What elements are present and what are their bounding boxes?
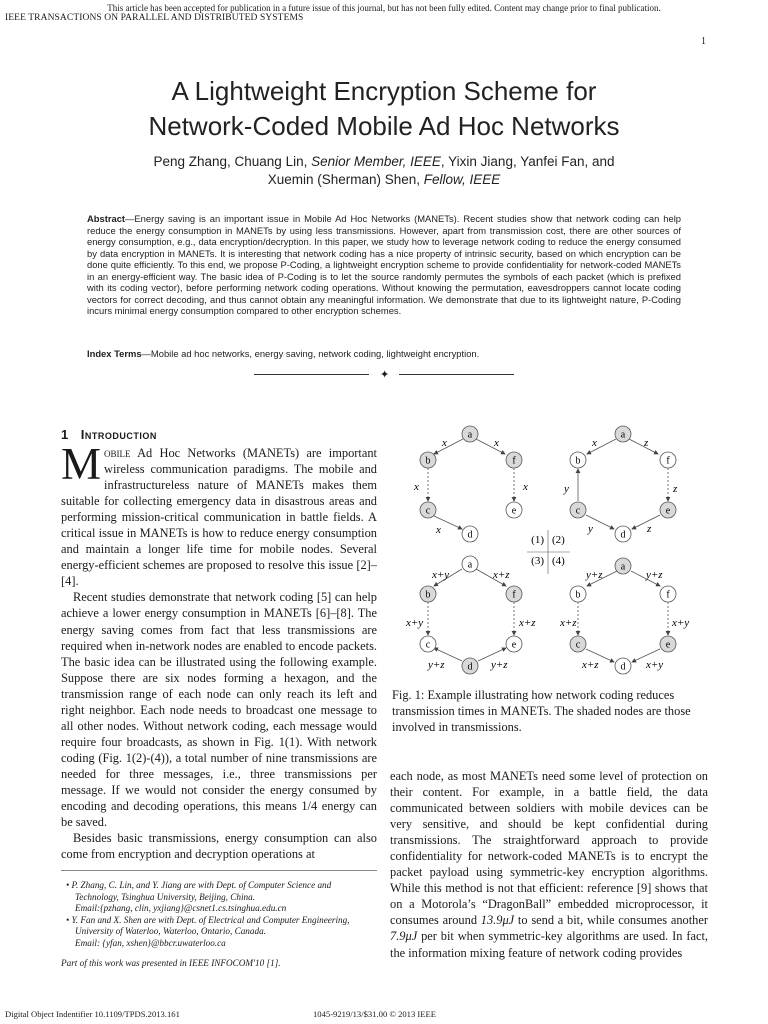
section-title: Introduction bbox=[80, 427, 157, 442]
edge-label: y bbox=[588, 523, 593, 535]
abstract bbox=[87, 213, 681, 317]
journal-name: IEEE TRANSACTIONS ON PARALLEL AND DISTRIBUTED SYSTEMS bbox=[5, 13, 304, 23]
panel-label: (4) bbox=[552, 555, 565, 567]
title-line-2: Network-Coded Mobile Ad Hoc Networks bbox=[148, 111, 620, 141]
panel-3 bbox=[405, 556, 536, 674]
edge-label: x+y bbox=[432, 569, 450, 581]
edge-label: z bbox=[647, 523, 652, 535]
edge-label: x+z bbox=[493, 569, 510, 581]
panel-labels bbox=[527, 530, 570, 574]
footnote-email-2: Email: {yfan, xshen}@bbcr.uwaterloo.ca bbox=[75, 937, 226, 948]
node-label: c bbox=[575, 505, 581, 517]
edge-label: x+z bbox=[519, 617, 536, 629]
node-label: e bbox=[511, 505, 517, 517]
index-terms bbox=[87, 348, 681, 359]
divider-line bbox=[399, 374, 514, 375]
node-label: d bbox=[467, 529, 473, 541]
node-label: f bbox=[666, 455, 670, 467]
node-label: b bbox=[425, 589, 431, 601]
panel-label: (2) bbox=[552, 534, 565, 546]
edge-label: z bbox=[644, 437, 649, 449]
edge-label: x+z bbox=[582, 659, 599, 671]
node-label: d bbox=[620, 661, 626, 673]
right-paragraph bbox=[390, 768, 708, 961]
footnote-email-1: Email:{pzhang, clin, yxjiang}@csnet1.cs.tsinghua.edu.cn bbox=[75, 903, 287, 914]
edge-label: z bbox=[673, 483, 678, 495]
intro-paragraph-2: Recent studies demonstrate that network coding [5] can help achieve a lower energy consumption in MANETs [6]–[8]. The energy saving comes from fact that less transmissions are required when in-network nodes are enabled to encode packets. The basic idea can be illustrated using the following example. Suppose there are six nodes forming a hexagon, and the transmission range of each node can only reach its left and right neighbor. Each node needs to broadcast one message to all other nodes. Without network coding, each message would require four broadcasts, as shown in Fig. 1(1). With network coding (Fig. 1(2)-(4)), a total number of nine transmissions are needed for three messages, i.e., three transmissions per message. If we would not consider the energy consumed by encoding and decoding operations, this means 1/4 energy can be saved. bbox=[61, 590, 377, 830]
node-label: b bbox=[425, 455, 431, 467]
diamond-icon: ✦ bbox=[380, 369, 390, 381]
figure-1-diagram bbox=[392, 422, 710, 682]
math-value: 7.9μJ bbox=[390, 929, 418, 944]
title-line-1: A Lightweight Encryption Scheme for bbox=[171, 76, 597, 106]
footnotes bbox=[61, 880, 377, 969]
author-line-2 bbox=[80, 171, 688, 189]
edge-label: x bbox=[592, 437, 597, 449]
panel-label: (1) bbox=[531, 534, 544, 546]
node-label: a bbox=[467, 559, 473, 571]
author-names: Xuemin (Sherman) Shen, bbox=[267, 172, 424, 187]
edge-label: x bbox=[436, 524, 441, 536]
section-number: 1 bbox=[61, 427, 69, 442]
paragraph-text: Ad Hoc Networks (MANETs) are important wireless communication paradigms. The mobile and infrastructureless nature of MANETs makes them suitable for collecting emergency data in disastrous areas and performing mission-critical communication in battle fields. A critical issue in MANETs is how to reduce energy consumption and maintain a longer life time for mobile nodes. Several energy-efficient schemes are proposed to resolve this issue [2]–[4]. bbox=[61, 446, 377, 589]
edge-label: x+y bbox=[672, 617, 690, 629]
intro-left-column bbox=[61, 439, 377, 862]
panel-4 bbox=[559, 558, 689, 674]
author-names: , Yixin Jiang, Yanfei Fan, and bbox=[440, 154, 615, 169]
panel-1 bbox=[413, 426, 528, 542]
edge-label: x+z bbox=[560, 617, 577, 629]
node-label: e bbox=[665, 505, 671, 517]
prepublication-banner: This article has been accepted for publication in a future issue of this journal, but has not been fully edited. Content may change prior to final publication. bbox=[107, 3, 661, 13]
panel-label: (3) bbox=[531, 555, 544, 567]
author-list bbox=[80, 153, 688, 189]
page-number: 1 bbox=[701, 36, 706, 47]
edge-label: y bbox=[564, 483, 569, 495]
index-terms-text: —Mobile ad hoc networks, energy saving, network coding, lightweight encryption. bbox=[141, 348, 480, 359]
abstract-label: Abstract bbox=[87, 213, 126, 224]
panel-2 bbox=[563, 426, 678, 542]
edge-label: x bbox=[414, 481, 419, 493]
node-label: c bbox=[425, 639, 431, 651]
edge-label: x+y bbox=[646, 659, 664, 671]
node-label: c bbox=[575, 639, 581, 651]
first-word: obile bbox=[104, 446, 131, 460]
edge-label: y+z bbox=[428, 659, 445, 671]
node-label: f bbox=[512, 589, 516, 601]
footnote-affiliation-2: • Y. Fan and X. Shen are with Dept. of Electrical and Computer Engineering, University of Waterloo, Waterloo, Ontario, Canada. bbox=[66, 914, 350, 937]
footnote-affiliation-1: • P. Zhang, C. Lin, and Y. Jiang are with Dept. of Computer Science and Technology, Tsinghua University, Beijing, China. bbox=[66, 880, 332, 902]
paper-title bbox=[60, 74, 708, 144]
section-divider bbox=[254, 369, 514, 381]
intro-right-column bbox=[390, 768, 708, 961]
paragraph-text: per bit when symmetric-key algorithms are used. In fact, the information mixing feature of network coding provides bbox=[390, 929, 708, 960]
node-label: e bbox=[665, 639, 671, 651]
node-label: c bbox=[425, 505, 431, 517]
edge-label: y+z bbox=[646, 569, 663, 581]
edge-label: y+z bbox=[491, 659, 508, 671]
index-terms-label: Index Terms bbox=[87, 348, 142, 359]
node-label: b bbox=[575, 589, 581, 601]
node-label: d bbox=[620, 529, 626, 541]
paragraph-text: each node, as most MANETs need some level of protection on their content. For example, in a battle field, the data communicated between soldiers with mobile devices can be very sensitive, and should be kept confidential during transmissions. The straightforward approach to provide confidentiality for network-coded MANETs is to encrypt the packet payload using symmetric-key encryption algorithms. While this method is not that efficient: reference [9] shows that on a Motorola’s “DragonBall” embedded microprocessor, it consumes around bbox=[390, 769, 708, 928]
math-value: 13.9μJ bbox=[480, 913, 515, 928]
author-line-1 bbox=[80, 153, 688, 171]
drop-cap: M bbox=[61, 439, 102, 489]
edge-label: x bbox=[523, 481, 528, 493]
author-names: Peng Zhang, Chuang Lin, bbox=[153, 154, 312, 169]
intro-paragraph-3: Besides basic transmissions, energy consumption can also come from encryption and decryption operations at bbox=[61, 831, 377, 862]
footnote-rule bbox=[61, 870, 377, 871]
divider-line bbox=[254, 374, 369, 375]
node-label: e bbox=[511, 639, 517, 651]
abstract-text: —Energy saving is an important issue in Mobile Ad Hoc Networks (MANETs). Recent studies show that network coding can help reduce the energy consumption in MANETs by using less transmissions. However, apart from transmission cost, there are other sources of energy consumption, e.g., data encryption/decryption. In this paper, we study how to leverage network coding to reduce the energy consumed by data encryption in MANETs. It is interesting that network coding has a nice property of intrinsic security, based on which encryption can be done quite efficiently. To this end, we propose P-Coding, a lightweight encryption scheme to provide confidentiality for network-coded MANETs in an energy-efficient way. The basic idea of P-Coding is to let the source randomly permutes the symbols of each packet (which is prefixed with its coding vector), before performing network coding operations. Without knowing the permutation, eavesdroppers cannot locate coding vectors for correct decoding, and thus cannot obtain any meaningful information. We demonstrate that due to its lightweight nature, P-Coding incurs minimal energy consumption compared to other encryption schemes. bbox=[87, 213, 681, 317]
edge-label: y+z bbox=[586, 569, 603, 581]
node-label: f bbox=[666, 589, 670, 601]
author-title: Senior Member, IEEE bbox=[311, 154, 441, 169]
node-label: f bbox=[512, 455, 516, 467]
edge-label: x bbox=[494, 437, 499, 449]
edge-label: x bbox=[442, 437, 447, 449]
node-label: a bbox=[620, 429, 626, 441]
conference-note: Part of this work was presented in IEEE INFOCOM'10 [1]. bbox=[61, 957, 281, 968]
node-label: b bbox=[575, 455, 581, 467]
author-title: Fellow, IEEE bbox=[423, 172, 501, 187]
paragraph-text: to send a bit, while consumes another bbox=[514, 913, 708, 928]
node-label: a bbox=[620, 561, 626, 573]
doi-footer: Digital Object Indentifier 10.1109/TPDS.2013.161 bbox=[5, 1009, 180, 1019]
node-label: d bbox=[467, 661, 473, 673]
node-label: a bbox=[467, 429, 473, 441]
intro-paragraph-1 bbox=[61, 439, 377, 589]
edge-label: x+y bbox=[406, 617, 424, 629]
copyright-footer: 1045-9219/13/$31.00 © 2013 IEEE bbox=[313, 1009, 437, 1019]
figure-caption: Fig. 1: Example illustrating how network coding reduces transmission times in MANETs. The shaded nodes are those involved in transmissions. bbox=[392, 688, 691, 734]
